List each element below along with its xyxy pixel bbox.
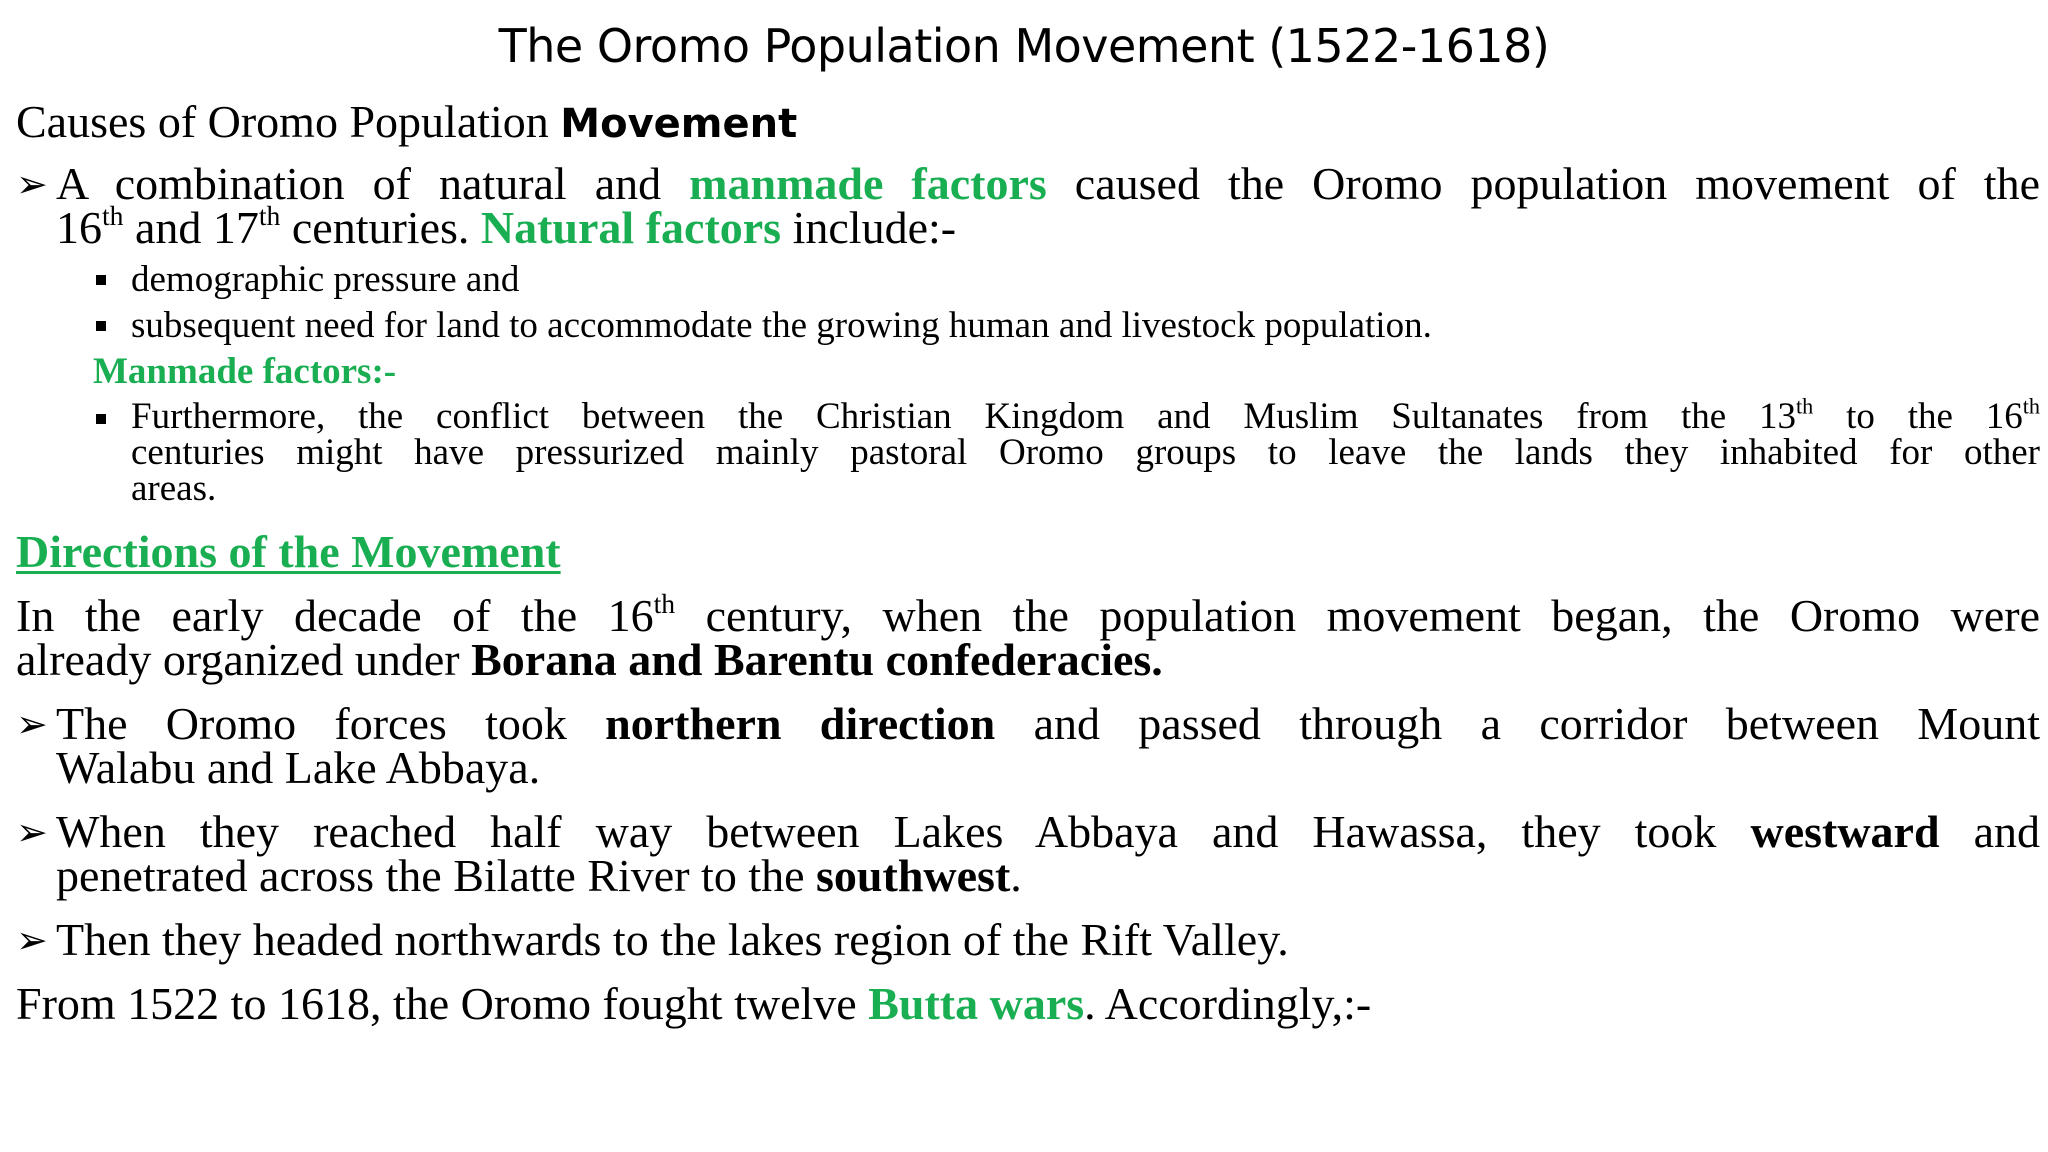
text: The Oromo forces took	[56, 698, 567, 749]
manmade-item-line2: centuries might have pressurized mainly pastoral Oromo groups to leave the lands they inhabited for other	[131, 432, 2040, 473]
direction-bullet-rift-line1: Then they headed northwards to the lakes region of the Rift Valley.	[56, 914, 1289, 965]
text: When they reached half way between Lakes Abbaya and Hawassa, they took	[56, 806, 1717, 857]
directions-heading-text: Directions of the Movement	[16, 526, 561, 577]
closing-line	[16, 980, 2040, 1028]
text: and passed through a corridor between Mount	[1033, 698, 2040, 749]
text: caused the Oromo population movement of the	[1074, 158, 2040, 209]
bullet-combination-line1	[56, 160, 2040, 208]
manmade-factors-highlight: manmade factors	[689, 158, 1047, 209]
superscript: th	[1796, 393, 1814, 419]
superscript: th	[653, 588, 676, 620]
square-bullet-icon	[96, 275, 106, 285]
text: A combination of natural and	[56, 158, 662, 209]
arrow-bullet-icon: ➢	[16, 810, 48, 854]
square-bullet-icon	[96, 321, 106, 331]
slide-title: The Oromo Population Movement (1522-1618)	[498, 19, 1550, 73]
arrow-bullet-icon: ➢	[16, 702, 48, 746]
direction-bullet-west-line2	[56, 852, 2048, 900]
text: .	[1010, 850, 1022, 901]
superscript: th	[102, 200, 124, 232]
text: to the 16	[1846, 396, 2023, 437]
directions-heading	[16, 524, 2040, 580]
text: From 1522 to 1618, the Oromo fought twelve	[16, 978, 857, 1029]
causes-heading	[16, 96, 2040, 150]
text: include:-	[792, 202, 957, 253]
text: and	[1973, 806, 2040, 857]
text: 16	[56, 202, 102, 253]
text: centuries.	[291, 202, 470, 253]
direction-bullet-north-line1	[56, 700, 2040, 748]
manmade-factors-heading: Manmade factors:-	[93, 351, 397, 392]
manmade-item-line3: areas.	[131, 468, 217, 509]
northern-direction-bold: northern direction	[605, 698, 996, 749]
text: In the early decade of the 16	[16, 590, 654, 641]
superscript: th	[258, 200, 281, 232]
causes-heading-text: Causes of Oromo Population	[16, 96, 549, 147]
bullet-combination-line2	[56, 200, 2040, 253]
square-bullet-icon	[96, 414, 106, 424]
direction-bullet-north-line2: Walabu and Lake Abbaya.	[56, 742, 541, 793]
directions-intro-line2	[16, 636, 2040, 684]
directions-intro-line1	[16, 588, 2041, 641]
text: . Accordingly,:-	[1084, 978, 1372, 1029]
direction-bullet-west-line1	[56, 808, 2040, 856]
arrow-bullet-icon: ➢	[16, 162, 48, 206]
natural-factors-highlight: Natural factors	[480, 202, 782, 253]
southwest-bold: southwest	[816, 850, 1011, 901]
manmade-item-line1	[131, 393, 2040, 437]
text: Furthermore, the conflict between the Christian Kingdom and Muslim Sultanates from the 13	[131, 396, 1796, 437]
text: penetrated across the Bilatte River to the	[56, 850, 805, 901]
westward-bold: westward	[1750, 806, 1940, 857]
confederacies-bold: Borana and Barentu confederacies.	[471, 634, 1163, 685]
list-item: subsequent need for land to accommodate the growing human and livestock population.	[131, 305, 1432, 346]
text: and 17	[134, 202, 259, 253]
causes-heading-bold: Movement	[560, 101, 798, 147]
text: century, when the population movement began, the Oromo were	[705, 590, 2041, 641]
text: already organized under	[16, 634, 460, 685]
butta-wars-highlight: Butta wars	[868, 978, 1085, 1029]
arrow-bullet-icon: ➢	[16, 918, 48, 962]
list-item: demographic pressure and	[131, 259, 520, 300]
superscript: th	[2022, 393, 2040, 419]
